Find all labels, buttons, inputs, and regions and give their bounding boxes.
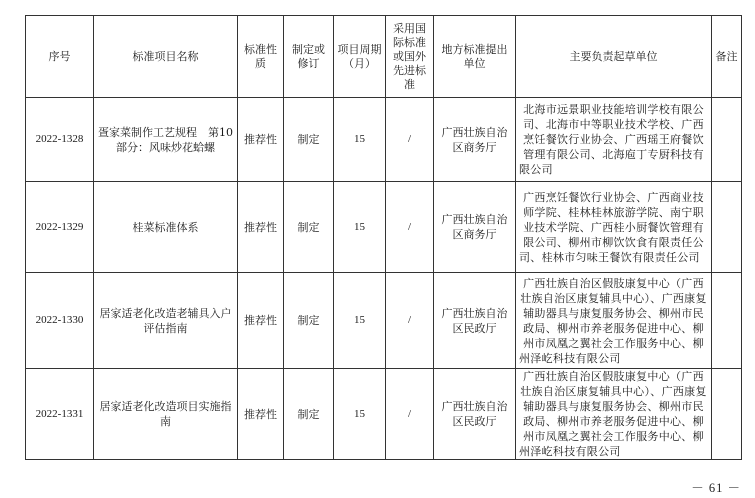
row-intl: / (386, 98, 434, 182)
table-row (26, 273, 742, 369)
header-no: 序号 (26, 16, 94, 98)
row-no: 2022-1329 (26, 182, 94, 273)
header-cycle: 项目周期（月） (334, 16, 386, 98)
row-drafters: 北海市远景职业技能培训学校有限公司、北海市中等职业技术学校、广西烹饪餐饮行业协会、广西瑶王府餐饮管理有限公司、北海庖丁专厨科技有限公司 (516, 98, 712, 182)
row-remark (712, 98, 742, 182)
row-remark (712, 273, 742, 369)
row-type: 制定 (284, 369, 334, 460)
row-nature: 推荐性 (238, 182, 284, 273)
table-row (26, 98, 742, 182)
row-drafters: 广西壮族自治区假肢康复中心（广西壮族自治区康复辅具中心）、广西康复辅助器具与康复服务协会、柳州市民政局、柳州市养老服务促进中心、柳州市凤凰之翼社会工作服务中心、柳州泽屹科技有限公司 (516, 369, 712, 460)
row-proposer: 广西壮族自治区商务厅 (434, 98, 516, 182)
row-name: 疍家菜制作工艺规程 第10部分：风味炒花蛤螺 (94, 98, 238, 182)
header-type: 制定或修订 (284, 16, 334, 98)
row-nature: 推荐性 (238, 98, 284, 182)
row-no: 2022-1328 (26, 98, 94, 182)
row-cycle: 15 (334, 98, 386, 182)
page-number: － 61 － (691, 481, 741, 495)
row-drafters: 广西烹饪餐饮行业协会、广西商业技师学院、桂林桂林旅游学院、南宁职业技术学院、广西桂小厨餐饮管理有限公司、柳州市柳饮饮食有限责任公司、桂林市匀味王餐饮有限责任公司 (516, 182, 712, 273)
row-proposer: 广西壮族自治区民政厅 (434, 369, 516, 460)
row-intl: / (386, 182, 434, 273)
row-drafters: 广西壮族自治区假肢康复中心（广西壮族自治区康复辅具中心）、广西康复辅助器具与康复服务协会、柳州市民政局、柳州市养老服务促进中心、柳州市凤凰之翼社会工作服务中心、柳州泽屹科技有限公司 (516, 273, 712, 369)
row-type: 制定 (284, 98, 334, 182)
header-intl: 采用国际标准或国外先进标准 (386, 16, 434, 98)
row-name: 居家适老化改造项目实施指南 (94, 369, 238, 460)
header-proposer: 地方标准提出单位 (434, 16, 516, 98)
table-header-row (26, 16, 742, 98)
row-intl: / (386, 273, 434, 369)
row-intl: / (386, 369, 434, 460)
row-name: 桂菜标准体系 (94, 182, 238, 273)
row-type: 制定 (284, 273, 334, 369)
table-row (26, 369, 742, 460)
row-cycle: 15 (334, 369, 386, 460)
header-drafters: 主要负责起草单位 (516, 16, 712, 98)
row-cycle: 15 (334, 273, 386, 369)
row-proposer: 广西壮族自治区民政厅 (434, 273, 516, 369)
row-no: 2022-1330 (26, 273, 94, 369)
row-cycle: 15 (334, 182, 386, 273)
header-nature: 标准性质 (238, 16, 284, 98)
row-proposer: 广西壮族自治区商务厅 (434, 182, 516, 273)
row-no: 2022-1331 (26, 369, 94, 460)
row-name: 居家适老化改造老辅具入户评估指南 (94, 273, 238, 369)
header-remark: 备注 (712, 16, 742, 98)
row-type: 制定 (284, 182, 334, 273)
row-remark (712, 182, 742, 273)
header-name: 标准项目名称 (94, 16, 238, 98)
standards-table (25, 15, 742, 460)
table-row (26, 182, 742, 273)
row-nature: 推荐性 (238, 369, 284, 460)
row-remark (712, 369, 742, 460)
row-nature: 推荐性 (238, 273, 284, 369)
